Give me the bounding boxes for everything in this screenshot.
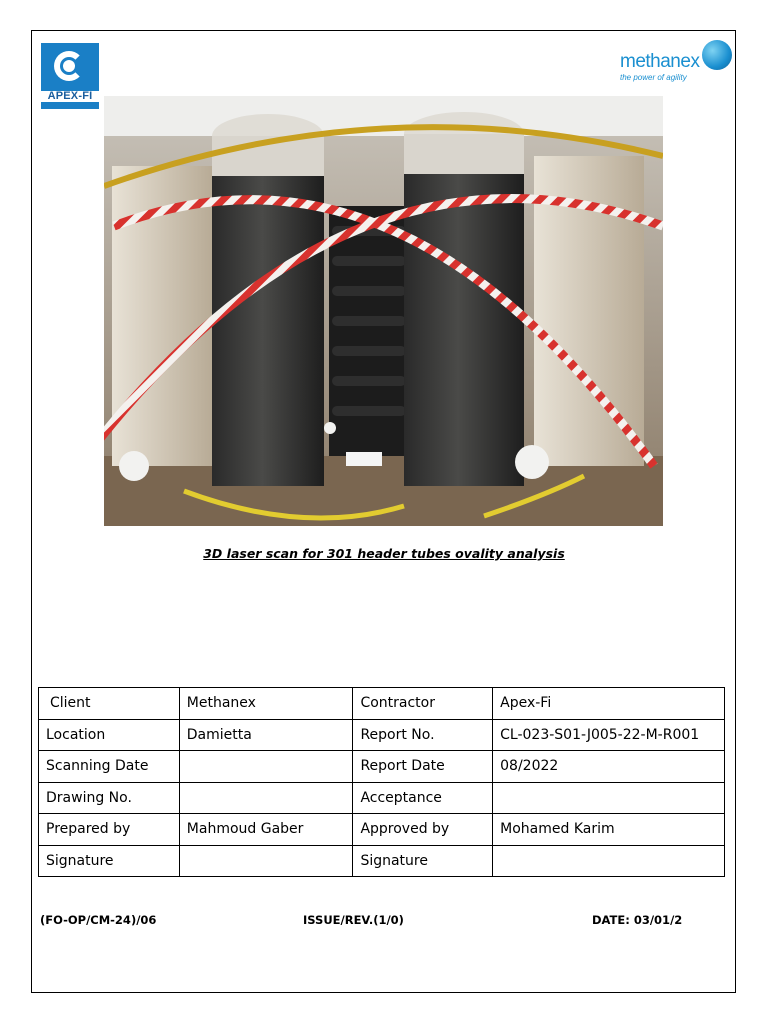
drawing-no-value	[179, 782, 353, 814]
report-no-value: CL-023-S01-J005-22-M-R001	[493, 719, 725, 751]
location-label: Location	[39, 719, 180, 751]
photo-caption: 3D laser scan for 301 header tubes ovality analysis	[203, 546, 565, 561]
signature-value	[179, 845, 353, 877]
signature-label: Signature	[39, 845, 180, 877]
apex-logo-text: APEX-FI	[47, 90, 93, 102]
scanning-date-label: Scanning Date	[39, 751, 180, 783]
approved-by-value: Mohamed Karim	[493, 814, 725, 846]
table-row	[39, 845, 725, 877]
footer-issue: ISSUE/REV.(1/0)	[303, 913, 404, 927]
apex-fi-logo	[41, 43, 99, 109]
location-value: Damietta	[179, 719, 353, 751]
signature-value-2	[493, 845, 725, 877]
client-value: Methanex	[179, 688, 353, 720]
drawing-no-label: Drawing No.	[39, 782, 180, 814]
prepared-by-label: Prepared by	[39, 814, 180, 846]
report-no-label: Report No.	[353, 719, 493, 751]
header-tubes-photo	[104, 96, 663, 526]
approved-by-label: Approved by	[353, 814, 493, 846]
report-date-value: 08/2022	[493, 751, 725, 783]
methanex-logo-text: methanex	[620, 51, 700, 72]
table-row	[39, 688, 725, 720]
acceptance-label: Acceptance	[353, 782, 493, 814]
methanex-logo	[618, 40, 734, 86]
scanning-date-value	[179, 751, 353, 783]
signature-label-2: Signature	[353, 845, 493, 877]
globe-icon	[702, 40, 732, 70]
contractor-label: Contractor	[353, 688, 493, 720]
prepared-by-value: Mahmoud Gaber	[179, 814, 353, 846]
footer-doc-code: (FO-OP/CM-24)/06	[40, 913, 157, 927]
table-row	[39, 782, 725, 814]
contractor-value: Apex-Fi	[493, 688, 725, 720]
report-info-table	[38, 687, 725, 877]
table-row	[39, 751, 725, 783]
apex-logo-mark	[41, 43, 99, 91]
methanex-tagline: the power of agility	[620, 73, 687, 82]
acceptance-value	[493, 782, 725, 814]
report-date-label: Report Date	[353, 751, 493, 783]
table-row	[39, 719, 725, 751]
table-row	[39, 814, 725, 846]
client-label: Client	[39, 688, 180, 720]
footer-date: DATE: 03/01/2	[592, 913, 683, 927]
apex-logo-subtext-bar	[41, 102, 99, 109]
